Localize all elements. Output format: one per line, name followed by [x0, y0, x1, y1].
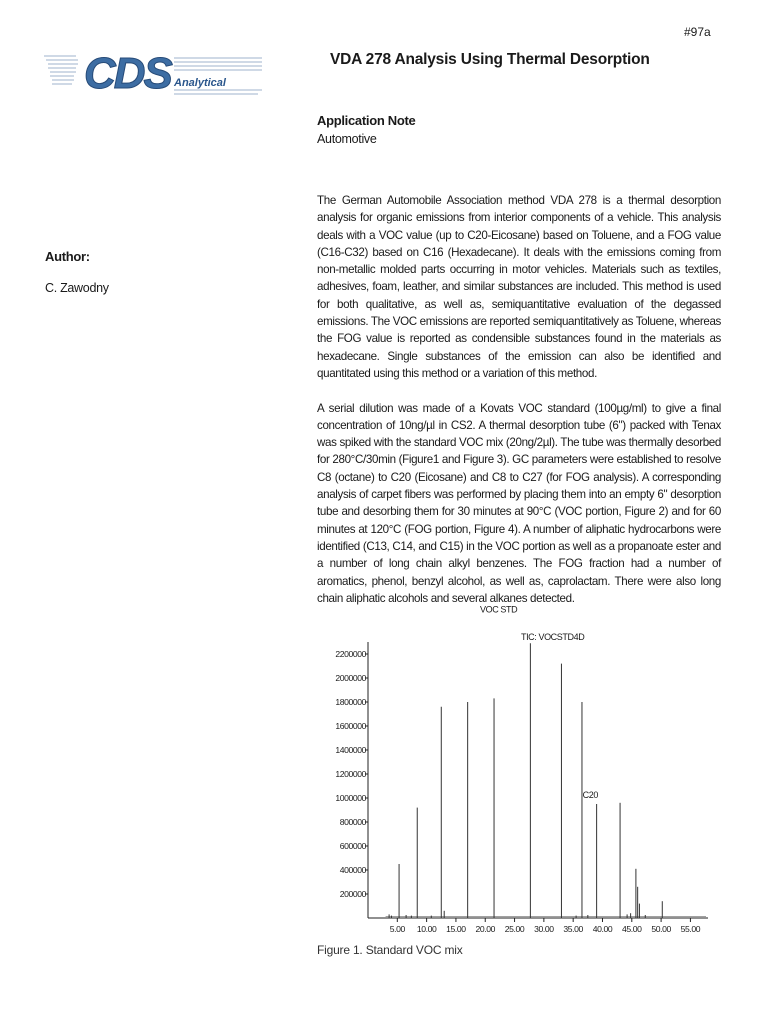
- x-tick-label: 15.00: [446, 924, 466, 934]
- y-tick-label: 1400000: [335, 745, 366, 755]
- logo-wordmark: CDS: [84, 49, 171, 98]
- x-tick-label: 25.00: [504, 924, 525, 934]
- y-tick-label: 200000: [339, 889, 366, 899]
- x-tick-label: 10.00: [416, 924, 437, 934]
- x-tick-label: 55.00: [680, 924, 701, 934]
- y-tick-label: 2000000: [335, 673, 366, 683]
- x-tick-label: 20.00: [475, 924, 495, 934]
- x-tick-label: 50.00: [651, 924, 671, 934]
- chart-title: TIC: VOCSTD4D: [520, 632, 585, 642]
- x-tick-label: 35.00: [563, 924, 583, 934]
- app-note-label: Application Note: [317, 113, 416, 128]
- document-number: #97a: [684, 25, 711, 39]
- page-title: VDA 278 Analysis Using Thermal Desorption: [330, 51, 650, 68]
- logo-subtext: Analytical: [174, 77, 226, 89]
- x-tick-label: 5.00: [389, 924, 405, 934]
- y-tick-label: 600000: [339, 841, 366, 851]
- cds-analytical-logo: [44, 44, 264, 102]
- y-tick-label: 1000000: [335, 793, 366, 803]
- figure-caption: Figure 1. Standard VOC mix: [317, 943, 463, 957]
- chromatogram-chart: [316, 604, 726, 946]
- author-label: Author:: [45, 249, 90, 264]
- y-tick-label: 1600000: [335, 721, 366, 731]
- y-tick-label: 400000: [339, 865, 366, 875]
- body-text: [317, 192, 721, 624]
- y-tick-label: 1800000: [335, 697, 366, 707]
- x-tick-label: 45.00: [622, 924, 642, 934]
- y-tick-label: 800000: [339, 817, 366, 827]
- author-name: C. Zawodny: [45, 281, 109, 295]
- y-tick-label: 2200000: [335, 649, 366, 659]
- x-tick-label: 30.00: [534, 924, 554, 934]
- body-paragraph-1: The German Automobile Association method VDA 278 is a thermal desorption analysis for organic emissions from interior components of a vehicle. This analysis deals with a VOC value (up to C20-Eicosane) based on Toluene, and a FOG value (C16-C32) based on C16 (Hexadecane). It deals with the emissions coming from non-metallic molded parts occurring in motor vehicles. Materials such as textiles, adhesives, foam, leather, and similar substances are included. This method is used for both qualitative, as well as, semiquantitative evaluation of the degassed emissions. The VOC emissions are reported semiquantitatively as Toluene, whereas the FOG value is reported as condensible substances found in the materials as hexadecane. Single substances of the emission can also be identified and quantitated using this method or a variation of this method.: [317, 194, 721, 380]
- x-tick-label: 40.00: [592, 924, 613, 934]
- body-paragraph-2: A serial dilution was made of a Kovats VOC standard (100µg/ml) to give a final concentration of 10ng/µl in CS2. A thermal desorption tube (6") packed with Tenax was spiked with the standard VOC mix (20ng/2µl). The tube was thermally desorbed for 280°C/30min (Figure1 and Figure 3). GC parameters were established to resolve C8 (octane) to C20 (Eicosane) and C8 to C27 (for FOG analysis). A corresponding analysis of carpet fibers was performed by placing them into an empty 6" desorption tube and desorbing them for 30 minutes at 90°C (VOC portion, Figure 2) and for 60 minutes at 120°C (FOG portion, Figure 4). A number of aliphatic hydrocarbons were identified (C13, C14, and C15) in the VOC portion as well as a propanoate ester and a number of long chain alkyl benzenes. The FOG fraction had a number of aromatics, phenol, benzyl alcohol, as well as, caprolactam. There were also long chain aliphatic alcohols and several alkanes detected.: [317, 401, 721, 605]
- y-tick-label: 1200000: [335, 769, 366, 779]
- peak-annotation: C20: [582, 790, 598, 800]
- peak-annotation: VOC STD: [480, 604, 518, 615]
- app-note-category: Automotive: [317, 132, 377, 146]
